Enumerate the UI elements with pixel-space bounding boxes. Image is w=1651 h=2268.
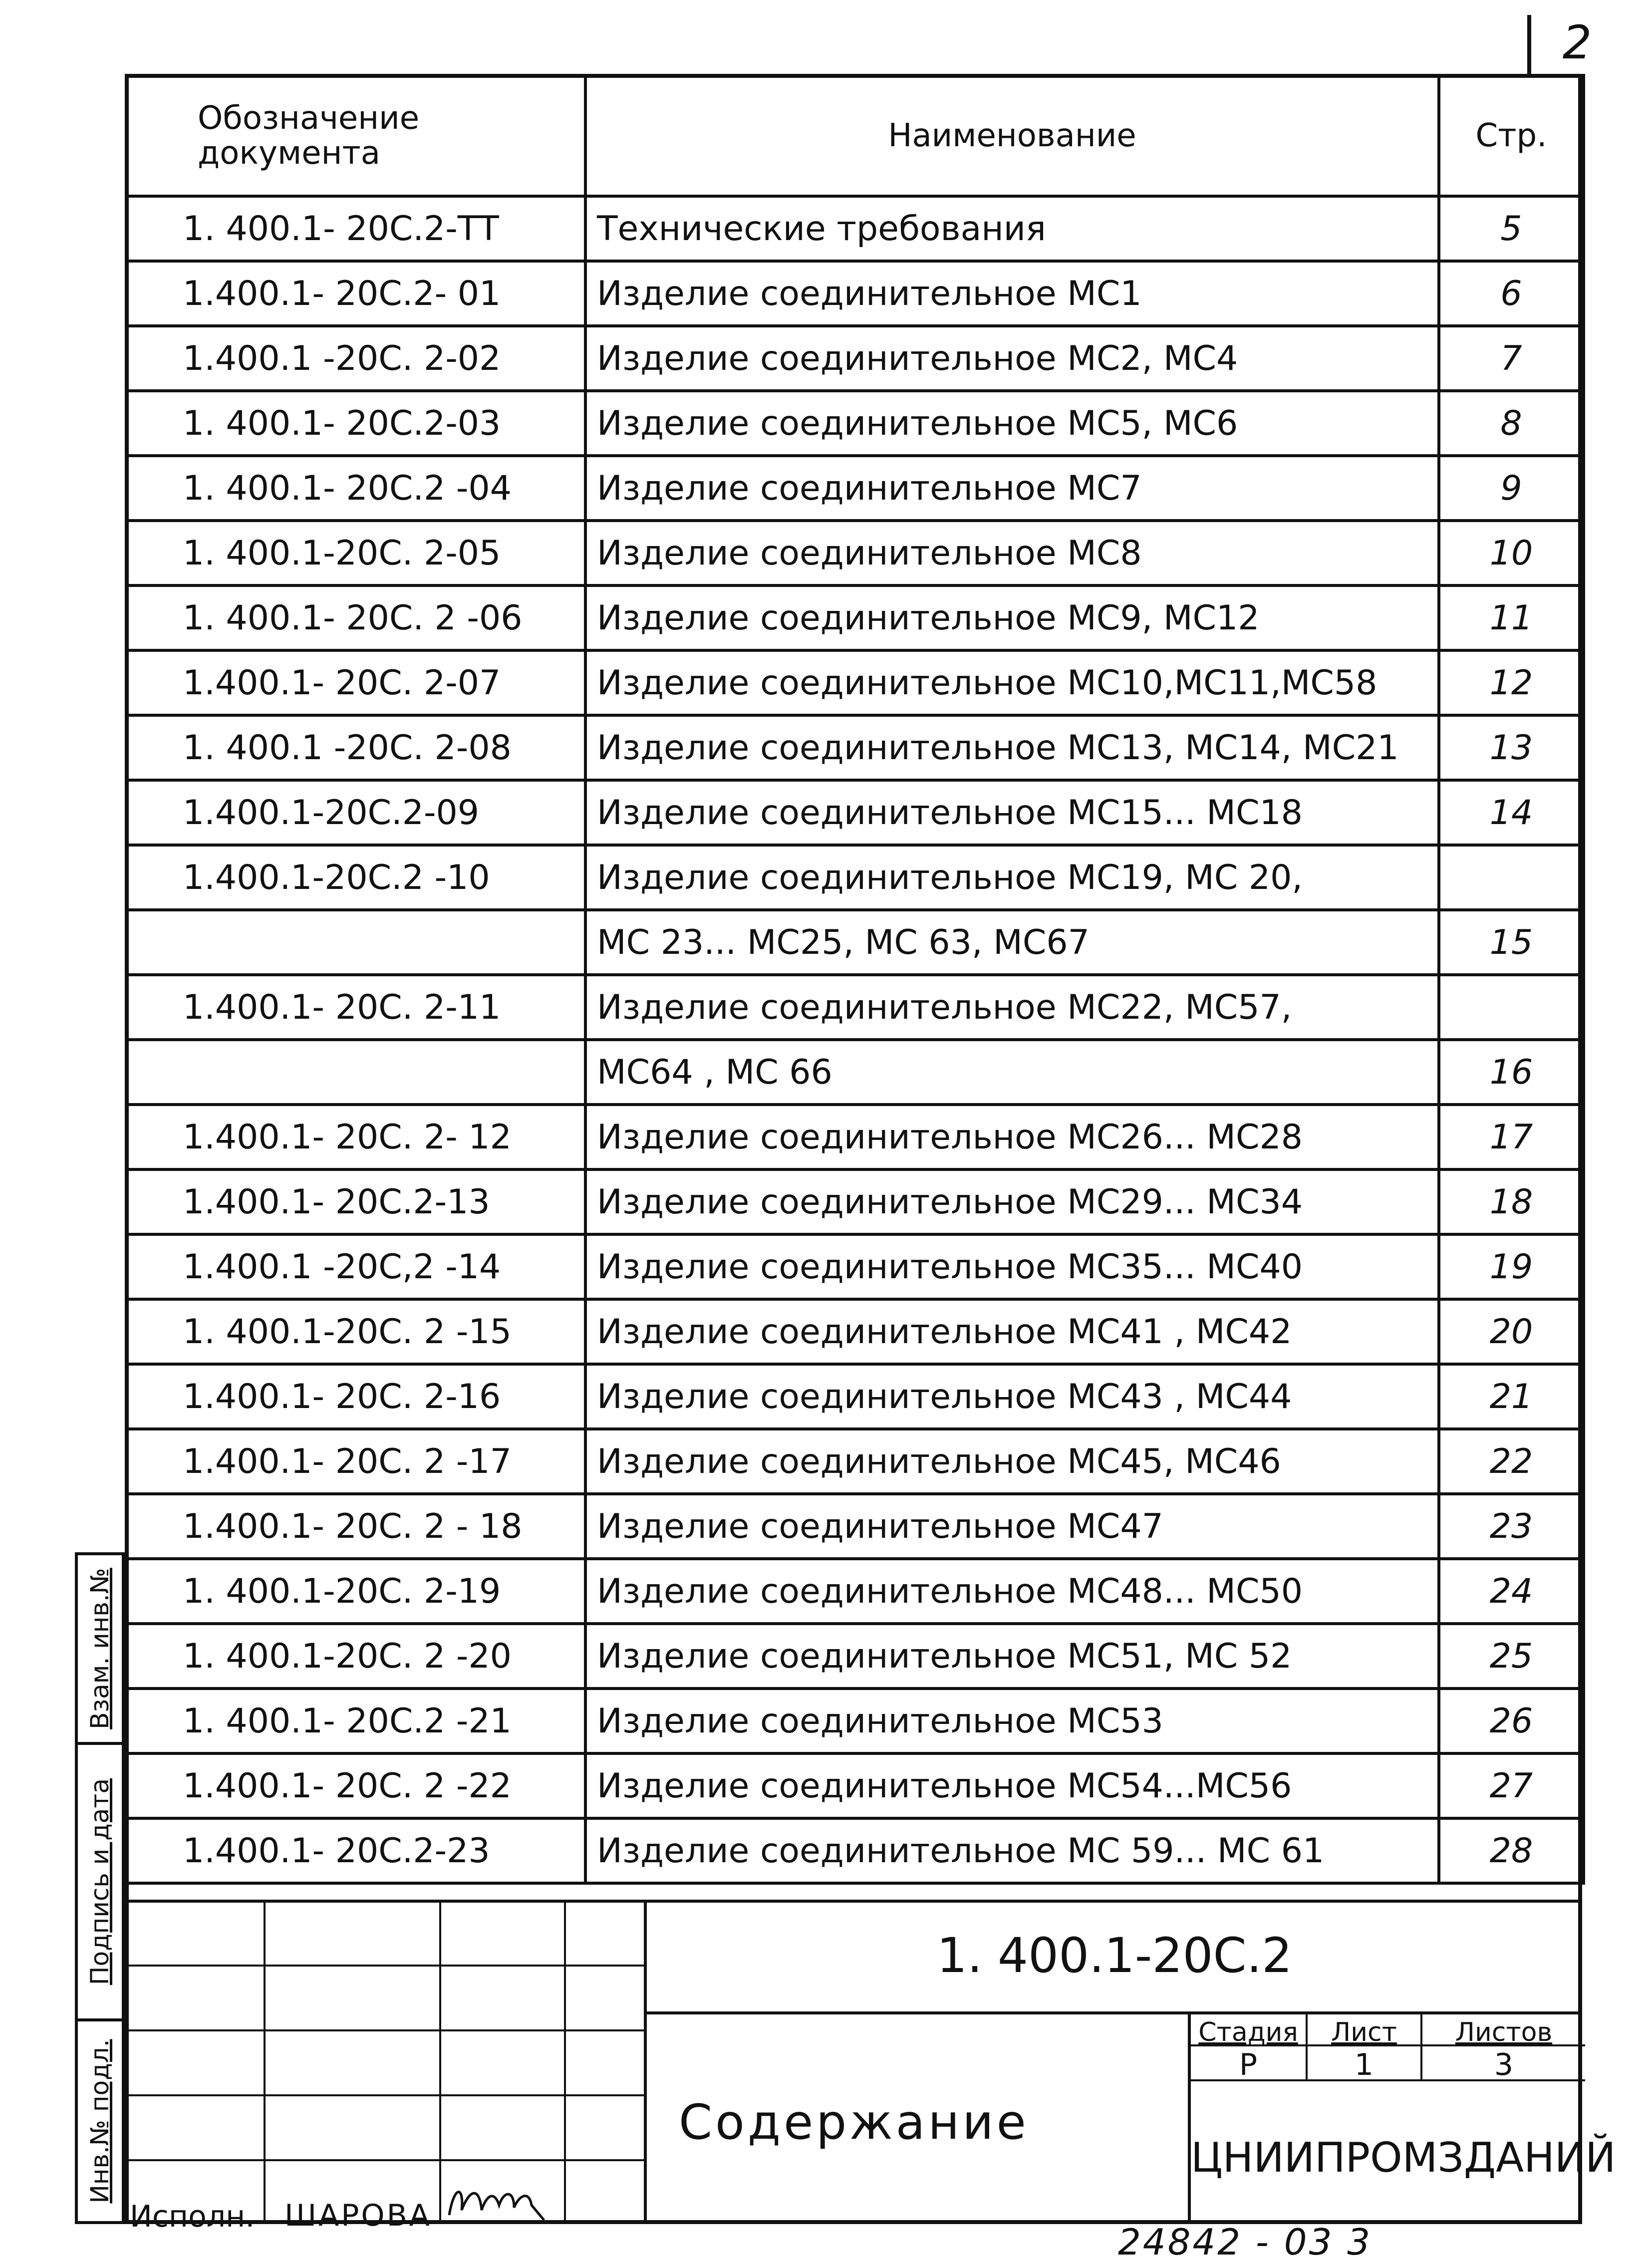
row-page: 5 (1439, 196, 1584, 261)
row-name: Изделие соединительное МС13, МС14, МС21 (585, 715, 1439, 780)
row-name: Изделие соединительное МС29... МС34 (585, 1169, 1439, 1234)
row-page (1439, 975, 1584, 1040)
row-code: 1.400.1-20С.2-09 (126, 780, 585, 845)
side-stamp (75, 1552, 125, 2224)
row-code: 1. 400.1- 20С. 2 -06 (126, 585, 585, 650)
row-page: 12 (1439, 650, 1584, 715)
row-page: 25 (1439, 1624, 1584, 1689)
row-code: 1.400.1- 20С. 2-16 (126, 1364, 585, 1429)
row-page: 6 (1439, 261, 1584, 326)
signature-mark (444, 2175, 564, 2225)
row-name: Изделие соединительное МС10,МС11,МС58 (585, 650, 1439, 715)
row-code: 1.400.1- 20С. 2 -17 (126, 1429, 585, 1494)
row-page: 28 (1439, 1818, 1584, 1883)
row-page: 21 (1439, 1364, 1584, 1429)
table-row (126, 1753, 1584, 1818)
row-name: Изделие соединительное МС43 , МС44 (585, 1364, 1439, 1429)
row-page: 14 (1439, 780, 1584, 845)
table-row (126, 1364, 1584, 1429)
row-page: 7 (1439, 326, 1584, 391)
organization: ЦНИИПРОМЗДАНИЙ (1191, 2134, 1616, 2182)
table-row (126, 975, 1584, 1040)
row-name: Изделие соединительное МС5, МС6 (585, 391, 1439, 456)
row-page: 23 (1439, 1494, 1584, 1559)
executor-name: ШАРОВА (284, 2198, 432, 2233)
table-row (126, 650, 1584, 715)
row-code: 1.400.1- 20С.2-13 (126, 1169, 585, 1234)
row-code (126, 1040, 585, 1105)
row-name: Изделие соединительное МС19, МС 20, (585, 845, 1439, 910)
stamp-inv-original-label: Инв.№ подл. (85, 2039, 114, 2204)
sheets-label: Листов (1455, 2017, 1553, 2047)
table-header-row (126, 75, 1584, 196)
table-row (126, 585, 1584, 650)
row-name: Изделие соединительное МС7 (585, 456, 1439, 521)
row-name: Изделие соединительное МС51, МС 52 (585, 1624, 1439, 1689)
row-code: 1. 400.1- 20С.2 -04 (126, 456, 585, 521)
row-page: 13 (1439, 715, 1584, 780)
table-row (126, 1689, 1584, 1753)
table-row (126, 910, 1584, 975)
row-page: 8 (1439, 391, 1584, 456)
row-code: 1. 400.1-20С. 2-05 (126, 521, 585, 585)
stamp-replace-inv (75, 1552, 125, 1745)
row-code: 1. 400.1-20С. 2 -15 (126, 1299, 585, 1364)
row-name: Изделие соединительное МС8 (585, 521, 1439, 585)
row-page: 24 (1439, 1559, 1584, 1624)
row-name: МС64 , МС 66 (585, 1040, 1439, 1105)
sheet-label: Лист (1331, 2017, 1397, 2047)
row-code: 1. 400.1 -20С. 2-08 (126, 715, 585, 780)
table-row (126, 261, 1584, 326)
footer-code: 24842 - 03 3 (1118, 2221, 1373, 2263)
row-code: 1.400.1- 20С.2- 01 (126, 261, 585, 326)
row-name: Изделие соединительное МС26... МС28 (585, 1105, 1439, 1169)
table-row (126, 1105, 1584, 1169)
table-row (126, 521, 1584, 585)
table-row (126, 1624, 1584, 1689)
row-name: Изделие соединительное МС45, МС46 (585, 1429, 1439, 1494)
row-name: Изделие соединительное МС48... МС50 (585, 1559, 1439, 1624)
row-page: 9 (1439, 456, 1584, 521)
table-row (126, 391, 1584, 456)
row-code: 1.400.1 -20С. 2-02 (126, 326, 585, 391)
table-row (126, 326, 1584, 391)
row-page: 19 (1439, 1234, 1584, 1299)
sheet-number: 2 (1562, 16, 1592, 69)
header-page: Стр. (1439, 75, 1584, 196)
sheet-value: 1 (1354, 2047, 1374, 2082)
row-code: 1. 400.1-20С. 2-19 (126, 1559, 585, 1624)
row-name: Изделие соединительное МС1 (585, 261, 1439, 326)
row-name: Изделие соединительное МС22, МС57, (585, 975, 1439, 1040)
row-code: 1.400.1- 20С. 2-11 (126, 975, 585, 1040)
header-name: Наименование (585, 75, 1439, 196)
table-row (126, 1169, 1584, 1234)
row-page: 17 (1439, 1105, 1584, 1169)
document-code: 1. 400.1-20С.2 (647, 1900, 1582, 2014)
row-page: 22 (1439, 1429, 1584, 1494)
sheets-value: 3 (1494, 2047, 1514, 2082)
executor-label: Исполн. (130, 2199, 255, 2234)
table-row (126, 456, 1584, 521)
title-block (125, 1900, 1616, 2234)
row-code (126, 910, 585, 975)
table-row (126, 1494, 1584, 1559)
table-row (126, 1040, 1584, 1105)
table-row (126, 1299, 1584, 1364)
table-row (126, 715, 1584, 780)
stage-value: Р (1239, 2047, 1258, 2082)
row-page: 26 (1439, 1689, 1584, 1753)
row-code: 1.400.1-20С.2 -10 (126, 845, 585, 910)
row-page: 20 (1439, 1299, 1584, 1364)
table-row (126, 196, 1584, 261)
contents-table (125, 74, 1585, 1885)
row-name: Изделие соединительное МС9, МС12 (585, 585, 1439, 650)
row-page: 18 (1439, 1169, 1584, 1234)
row-page (1439, 845, 1584, 910)
stamp-replace-inv-label: Взам. инв.№ (85, 1568, 114, 1729)
header-designation: Обозначение документа (126, 75, 585, 196)
row-code: 1.400.1- 20С. 2 - 18 (126, 1494, 585, 1559)
sheet-number-divider (1527, 15, 1531, 75)
row-code: 1.400.1- 20С.2-23 (126, 1818, 585, 1883)
stamp-inv-original (75, 2018, 125, 2224)
row-name: Изделие соединительное МС 59... МС 61 (585, 1818, 1439, 1883)
row-name: Изделие соединительное МС35... МС40 (585, 1234, 1439, 1299)
row-code: 1. 400.1- 20С.2-03 (126, 391, 585, 456)
row-name: Изделие соединительное МС53 (585, 1689, 1439, 1753)
row-code: 1.400.1- 20С. 2-07 (126, 650, 585, 715)
document-title: Содержание (679, 2094, 1029, 2150)
row-name: Изделие соединительное МС47 (585, 1494, 1439, 1559)
row-code: 1.400.1 -20С,2 -14 (126, 1234, 585, 1299)
stamp-signature-date (75, 1742, 125, 2021)
row-name: МС 23... МС25, МС 63, МС67 (585, 910, 1439, 975)
table-row (126, 780, 1584, 845)
row-name: Изделие соединительное МС15... МС18 (585, 780, 1439, 845)
row-page: 16 (1439, 1040, 1584, 1105)
row-code: 1.400.1- 20С. 2- 12 (126, 1105, 585, 1169)
row-code: 1. 400.1- 20С.2 -21 (126, 1689, 585, 1753)
table-row (126, 1234, 1584, 1299)
table-row (126, 1429, 1584, 1494)
row-name: Изделие соединительное МС41 , МС42 (585, 1299, 1439, 1364)
signature-grid (125, 1900, 644, 2224)
row-name: Изделие соединительное МС2, МС4 (585, 326, 1439, 391)
table-row (126, 845, 1584, 910)
table-row (126, 1559, 1584, 1624)
row-name: Технические требования (585, 196, 1439, 261)
row-code: 1. 400.1- 20С.2-ТТ (126, 196, 585, 261)
row-code: 1.400.1- 20С. 2 -22 (126, 1753, 585, 1818)
stamp-signature-date-label: Подпись и дата (85, 1778, 114, 1985)
row-page: 15 (1439, 910, 1584, 975)
row-page: 10 (1439, 521, 1584, 585)
row-page: 11 (1439, 585, 1584, 650)
stage-sheet-box (1188, 2014, 1616, 2224)
row-code: 1. 400.1-20С. 2 -20 (126, 1624, 585, 1689)
row-page: 27 (1439, 1753, 1584, 1818)
blank-band (125, 1830, 1582, 1903)
stage-label: Стадия (1198, 2017, 1298, 2047)
row-name: Изделие соединительное МС54...МС56 (585, 1753, 1439, 1818)
